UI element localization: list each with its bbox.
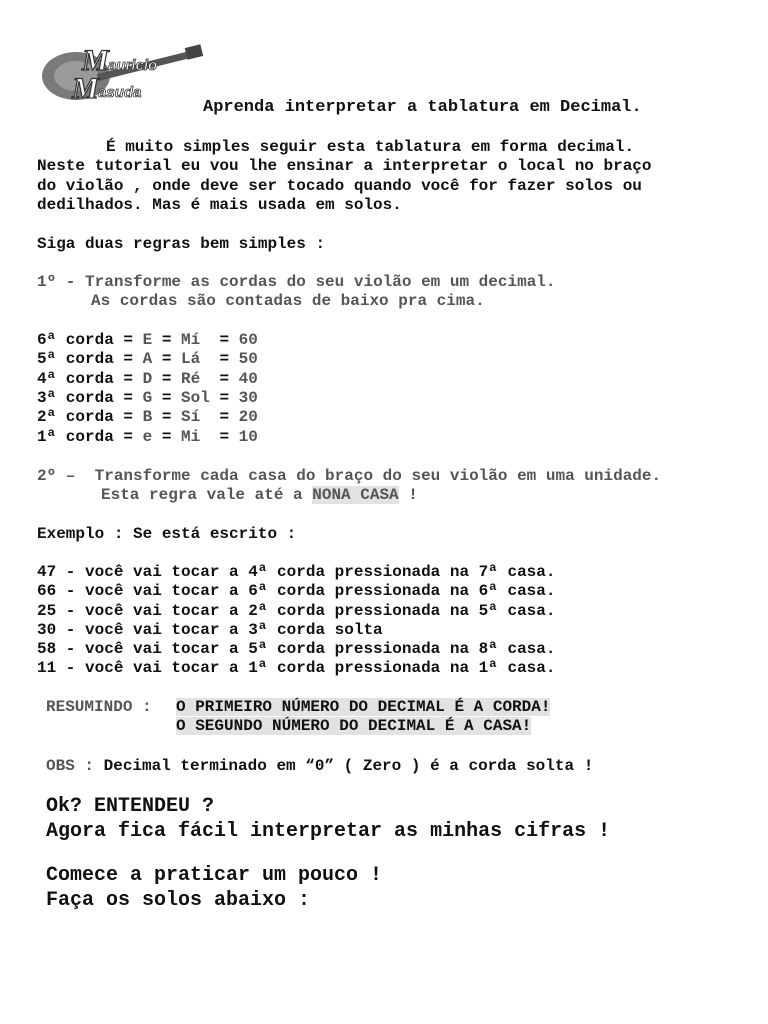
rule-2 — [37, 467, 661, 486]
rule-1-text: Transforme as cordas do seu violão em um decimal. — [85, 273, 556, 291]
string-value: 60 — [238, 331, 258, 349]
string-note: E — [142, 331, 153, 349]
rule-2-prefix: Esta regra vale até a — [101, 486, 313, 504]
intro-line-4: dedilhados. Mas é mais usada em solos. — [37, 196, 402, 214]
example-line: 47 - você vai tocar a 4ª corda pressionada na 7ª casa. — [37, 563, 556, 581]
string-row: 3ª corda = G = Sol = 30 — [37, 389, 258, 407]
rules-heading: Siga duas regras bem simples : — [37, 235, 326, 253]
guitar-logo — [36, 40, 208, 104]
string-note: e — [142, 428, 153, 446]
rule-1 — [37, 273, 556, 292]
logo-text-1: auricio — [108, 57, 158, 74]
string-row: 2ª corda = B = Sí = 20 — [37, 408, 258, 426]
example-line: 58 - você vai tocar a 5ª corda pressionada na 8ª casa. — [37, 640, 556, 658]
example-line: 11 - você vai tocar a 1ª corda pressionada na 1ª casa. — [37, 659, 556, 677]
string-solfege: Lá — [181, 350, 210, 368]
intro-line-2: Neste tutorial eu vou lhe ensinar a interpretar o local no braço — [37, 157, 652, 175]
rule-2-highlight: NONA CASA — [312, 486, 399, 504]
string-name: 2ª corda — [37, 408, 114, 426]
summary-line-1 — [176, 698, 550, 717]
summary-label: RESUMINDO : — [46, 698, 162, 716]
string-row: 5ª corda = A = Lá = 50 — [37, 350, 258, 368]
closing-line-1: Ok? ENTENDEU ? — [46, 795, 215, 818]
logo-text-2: asuda — [98, 84, 142, 101]
closing-line-3: Comece a praticar um pouco ! — [46, 864, 383, 887]
logo-initial-2: M — [72, 72, 99, 104]
rule-1-line-2: As cordas são contadas de baixo pra cima. — [91, 292, 485, 310]
intro-line-3: do violão , onde deve ser tocado quando você for fazer solos ou — [37, 177, 642, 195]
string-solfege: Ré — [181, 370, 210, 388]
string-solfege: Sí — [181, 408, 210, 426]
rule-1-label: 1º - — [37, 273, 86, 291]
string-solfege: Sol — [181, 389, 210, 407]
string-note: D — [142, 370, 153, 388]
string-name: 3ª corda — [37, 389, 114, 407]
string-note: A — [142, 350, 153, 368]
obs-note — [46, 757, 593, 776]
string-name: 6ª corda — [37, 331, 114, 349]
string-solfege: Mi — [181, 428, 210, 446]
rule-2-label: 2º – — [37, 467, 95, 485]
obs-text: Decimal terminado em “0” ( Zero ) é a corda solta ! — [103, 757, 594, 775]
closing-line-4: Faça os solos abaixo : — [46, 889, 311, 912]
rule-2-text: Transforme cada casa do braço do seu violão em uma unidade. — [94, 467, 662, 485]
rule-2-suffix: ! — [398, 486, 418, 504]
logo-initial-1: M — [82, 44, 109, 77]
string-name: 5ª corda — [37, 350, 114, 368]
string-name: 1ª corda — [37, 428, 114, 446]
string-value: 10 — [238, 428, 258, 446]
string-value: 40 — [238, 370, 258, 388]
string-row: 1ª corda = e = Mi = 10 — [37, 428, 258, 446]
summary-line-2 — [176, 717, 531, 736]
string-value: 50 — [238, 350, 258, 368]
summary-line-1-text: O PRIMEIRO NÚMERO DO DECIMAL É A CORDA! — [176, 698, 551, 716]
string-name: 4ª corda — [37, 370, 114, 388]
closing-line-2: Agora fica fácil interpretar as minhas cifras ! — [46, 820, 611, 843]
example-line: 30 - você vai tocar a 3ª corda solta — [37, 621, 383, 639]
rule-2-line-2 — [101, 486, 418, 505]
string-row: 6ª corda = E = Mí = 60 — [37, 331, 258, 349]
string-note: B — [142, 408, 153, 426]
example-line: 25 - você vai tocar a 2ª corda pressionada na 5ª casa. — [37, 602, 556, 620]
summary-line-2-text: O SEGUNDO NÚMERO DO DECIMAL É A CASA! — [176, 717, 532, 735]
string-row: 4ª corda = D = Ré = 40 — [37, 370, 258, 388]
example-heading: Exemplo : Se está escrito : — [37, 525, 297, 543]
example-line: 66 - você vai tocar a 6ª corda pressionada na 6ª casa. — [37, 582, 556, 600]
string-value: 30 — [238, 389, 258, 407]
string-solfege: Mí — [181, 331, 210, 349]
obs-label: OBS : — [46, 757, 104, 775]
intro-line-1: É muito simples seguir esta tablatura em forma decimal. — [106, 138, 635, 156]
string-note: G — [142, 389, 153, 407]
page-title: Aprenda interpretar a tablatura em Decimal. — [203, 98, 642, 117]
string-value: 20 — [238, 408, 258, 426]
